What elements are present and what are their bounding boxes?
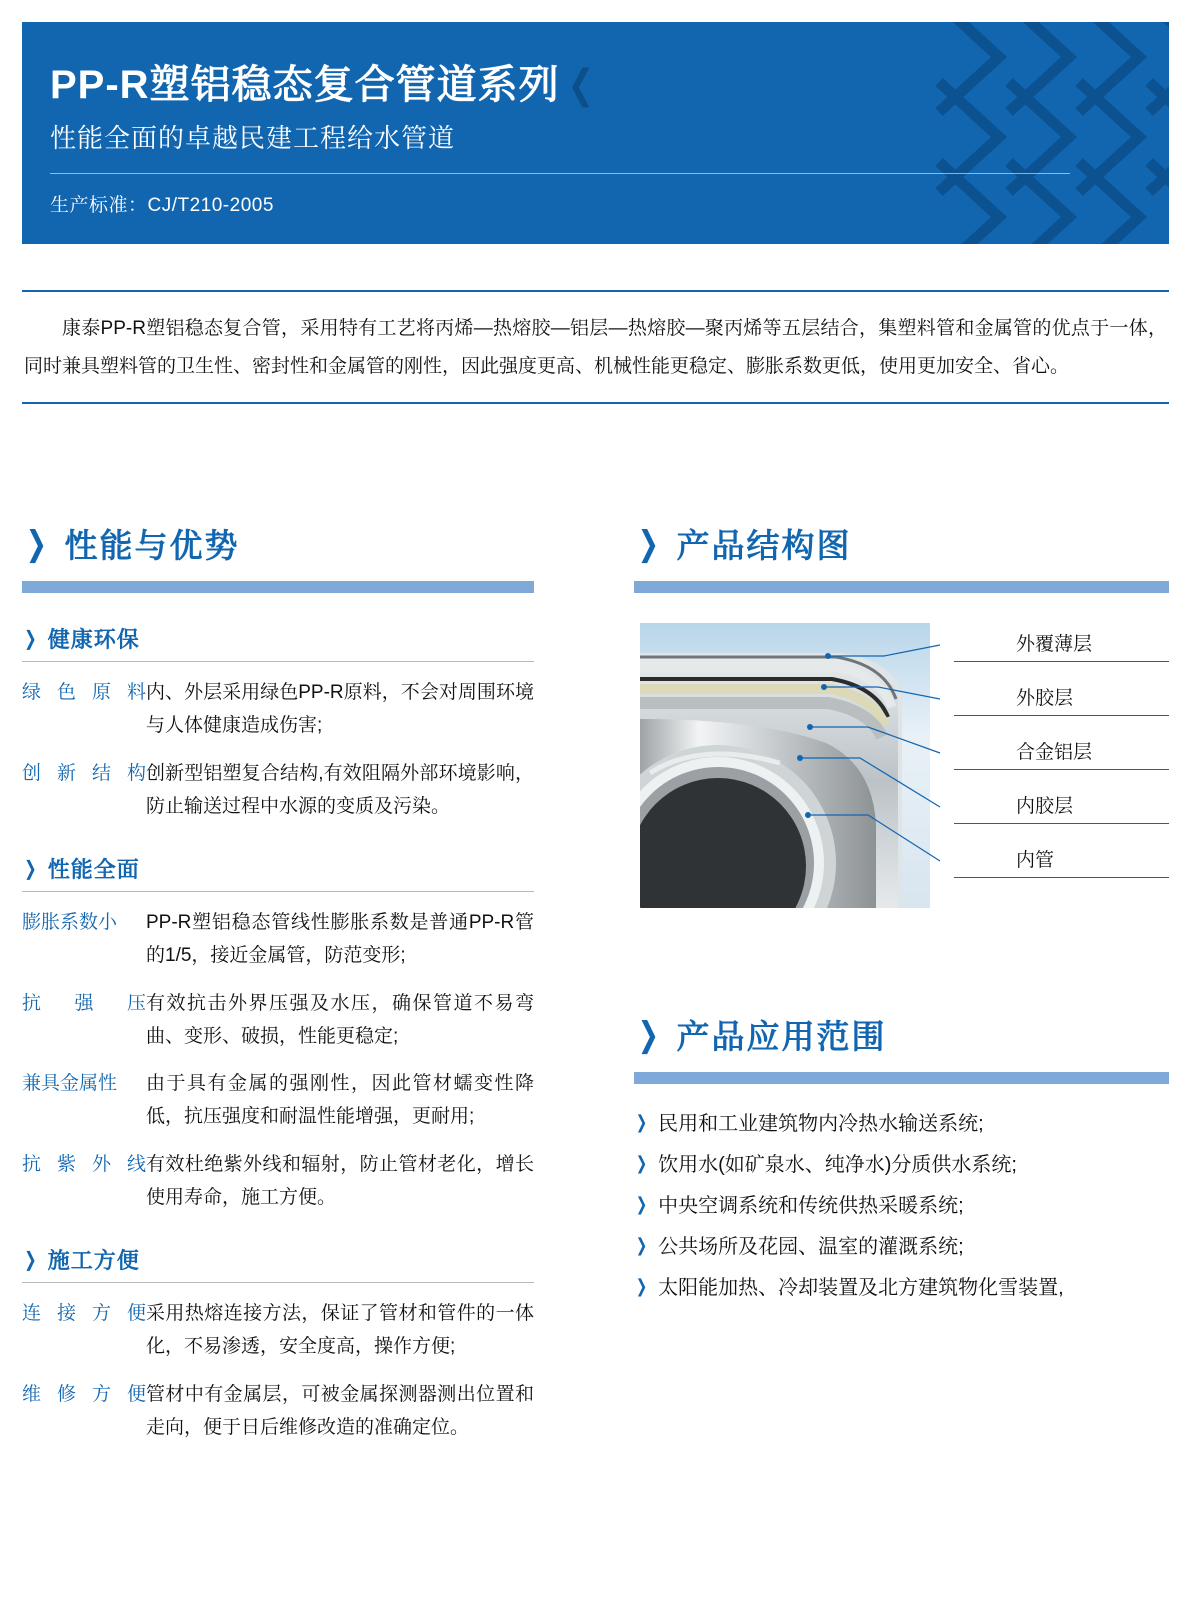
chevron-right-icon: ❯ <box>635 1276 648 1296</box>
subsection-header-performance <box>22 853 534 892</box>
feature-row <box>22 757 534 824</box>
header-banner <box>22 22 1169 244</box>
chevron-right-icon: ❯ <box>24 858 37 880</box>
chevron-right-icon: ❯ <box>635 1235 648 1255</box>
structure-section-title: 产品结构图 <box>676 527 852 564</box>
feature-row <box>22 1378 534 1445</box>
banner-subtitle: 性能全面的卓越民建工程给水管道 <box>50 123 456 153</box>
structure-column <box>634 520 1169 1315</box>
feature-text: 内、外层采用绿色PP-R原料，不会对周围环境与人体健康造成伤害; <box>146 682 534 737</box>
chevron-right-icon: ❯ <box>24 1249 37 1271</box>
structure-section-bar <box>634 581 1169 593</box>
feature-label: 维 修 方 便 <box>22 1383 146 1405</box>
pipe-illustration <box>640 623 930 908</box>
chevron-right-icon: ❯ <box>635 1153 648 1173</box>
feature-text: 创新型铝塑复合结构,有效阻隔外部环境影响，防止输送过程中水源的变质及污染。 <box>146 762 534 817</box>
feature-label: 创 新 结 构 <box>22 762 146 784</box>
application-section-header <box>634 1011 1169 1058</box>
application-item-text: 公共场所及花园、温室的灌溉系统; <box>658 1236 964 1258</box>
production-standard: 生产标准：CJ/T210-2005 <box>50 195 274 216</box>
list-item <box>634 1274 1169 1302</box>
intro-paragraph: 康泰PP-R塑铝稳态复合管，采用特有工艺将丙烯—热熔胶—铝层—热熔胶—聚丙烯等五层结合，集塑料管和金属管的优点于一体，同时兼具塑料管的卫生性、密封性和金属管的刚性，因此强度更高、机械性能更稳定、膨胀系数更低，使用更加安全、省心。 <box>24 318 1167 377</box>
structure-label: 合金铝层 <box>954 737 1169 770</box>
performance-section-title: 性能与优势 <box>64 527 240 564</box>
list-item <box>634 1110 1169 1138</box>
chevron-right-icon: ❯ <box>25 524 47 563</box>
list-item <box>634 1233 1169 1261</box>
banner-divider <box>50 173 1070 174</box>
subsection-header-installation <box>22 1244 534 1283</box>
list-item <box>634 1192 1169 1220</box>
feature-label: 兼具金属性 <box>22 1073 118 1094</box>
feature-label: 绿 色 原 料 <box>22 682 146 703</box>
feature-label: 膨胀系数小 <box>22 912 118 933</box>
banner-arrow-icon: ❮ <box>567 63 595 107</box>
application-section-title: 产品应用范围 <box>676 1018 887 1055</box>
structure-label: 内胶层 <box>954 791 1169 824</box>
chevron-right-icon: ❯ <box>637 524 659 563</box>
feature-text: PP-R塑铝稳态管线性膨胀系数是普通PP-R管的1/5，接近金属管，防范变形; <box>146 912 534 967</box>
feature-row <box>22 987 534 1054</box>
feature-label: 抗 强 压 <box>22 992 146 1014</box>
structure-label: 外覆薄层 <box>954 629 1169 662</box>
application-item-text: 太阳能加热、冷却装置及北方建筑物化雪装置, <box>658 1277 1064 1299</box>
chevron-right-icon: ❯ <box>635 1112 648 1132</box>
performance-section-header <box>22 520 534 567</box>
feature-text: 有效抗击外界压强及水压，确保管道不易弯曲、变形、破损，性能更稳定; <box>146 992 534 1047</box>
subsection-header-health <box>22 623 534 662</box>
intro-bottom-rule <box>22 402 1169 404</box>
list-item <box>634 1151 1169 1179</box>
structure-label: 内管 <box>954 845 1169 878</box>
performance-column <box>22 520 534 1444</box>
feature-row <box>22 1148 534 1215</box>
application-item-text: 饮用水(如矿泉水、纯净水)分质供水系统; <box>658 1154 1017 1176</box>
page-title <box>50 62 1169 108</box>
intro-block <box>22 290 1169 404</box>
feature-text: 采用热熔连接方法，保证了管材和管件的一体化，不易渗透，安全度高，操作方便; <box>146 1303 534 1358</box>
subsection-title: 施工方便 <box>47 1248 140 1273</box>
performance-section-bar <box>22 581 534 593</box>
subsection-title: 健康环保 <box>47 627 140 652</box>
banner-title-text: PP-R塑铝稳态复合管道系列 <box>50 63 560 107</box>
application-list <box>634 1110 1169 1302</box>
structure-label: 外胶层 <box>954 683 1169 716</box>
structure-labels <box>934 623 1169 908</box>
chevron-right-icon: ❯ <box>24 628 37 650</box>
feature-label: 抗 紫 外 线 <box>22 1153 146 1175</box>
structure-figure <box>634 623 1169 923</box>
feature-label: 连 接 方 便 <box>22 1303 146 1324</box>
pipe-cross-section-image <box>640 623 930 908</box>
feature-row <box>22 676 534 743</box>
subsection-title: 性能全面 <box>47 857 140 882</box>
chevron-right-icon: ❯ <box>635 1194 648 1214</box>
application-item-text: 中央空调系统和传统供热采暖系统; <box>658 1195 964 1217</box>
application-item-text: 民用和工业建筑物内冷热水输送系统; <box>658 1113 984 1135</box>
feature-text: 管材中有金属层，可被金属探测器测出位置和走向，便于日后维修改造的准确定位。 <box>146 1383 534 1438</box>
feature-text: 由于具有金属的强刚性，因此管材蠕变性降低，抗压强度和耐温性能增强，更耐用; <box>146 1073 534 1128</box>
feature-row <box>22 1067 534 1134</box>
feature-text: 有效杜绝紫外线和辐射，防止管材老化，增长使用寿命，施工方便。 <box>146 1153 534 1208</box>
structure-section-header <box>634 520 1169 567</box>
feature-row <box>22 1297 534 1364</box>
feature-row <box>22 906 534 973</box>
chevron-right-icon: ❯ <box>637 1015 659 1054</box>
application-section-bar <box>634 1072 1169 1084</box>
